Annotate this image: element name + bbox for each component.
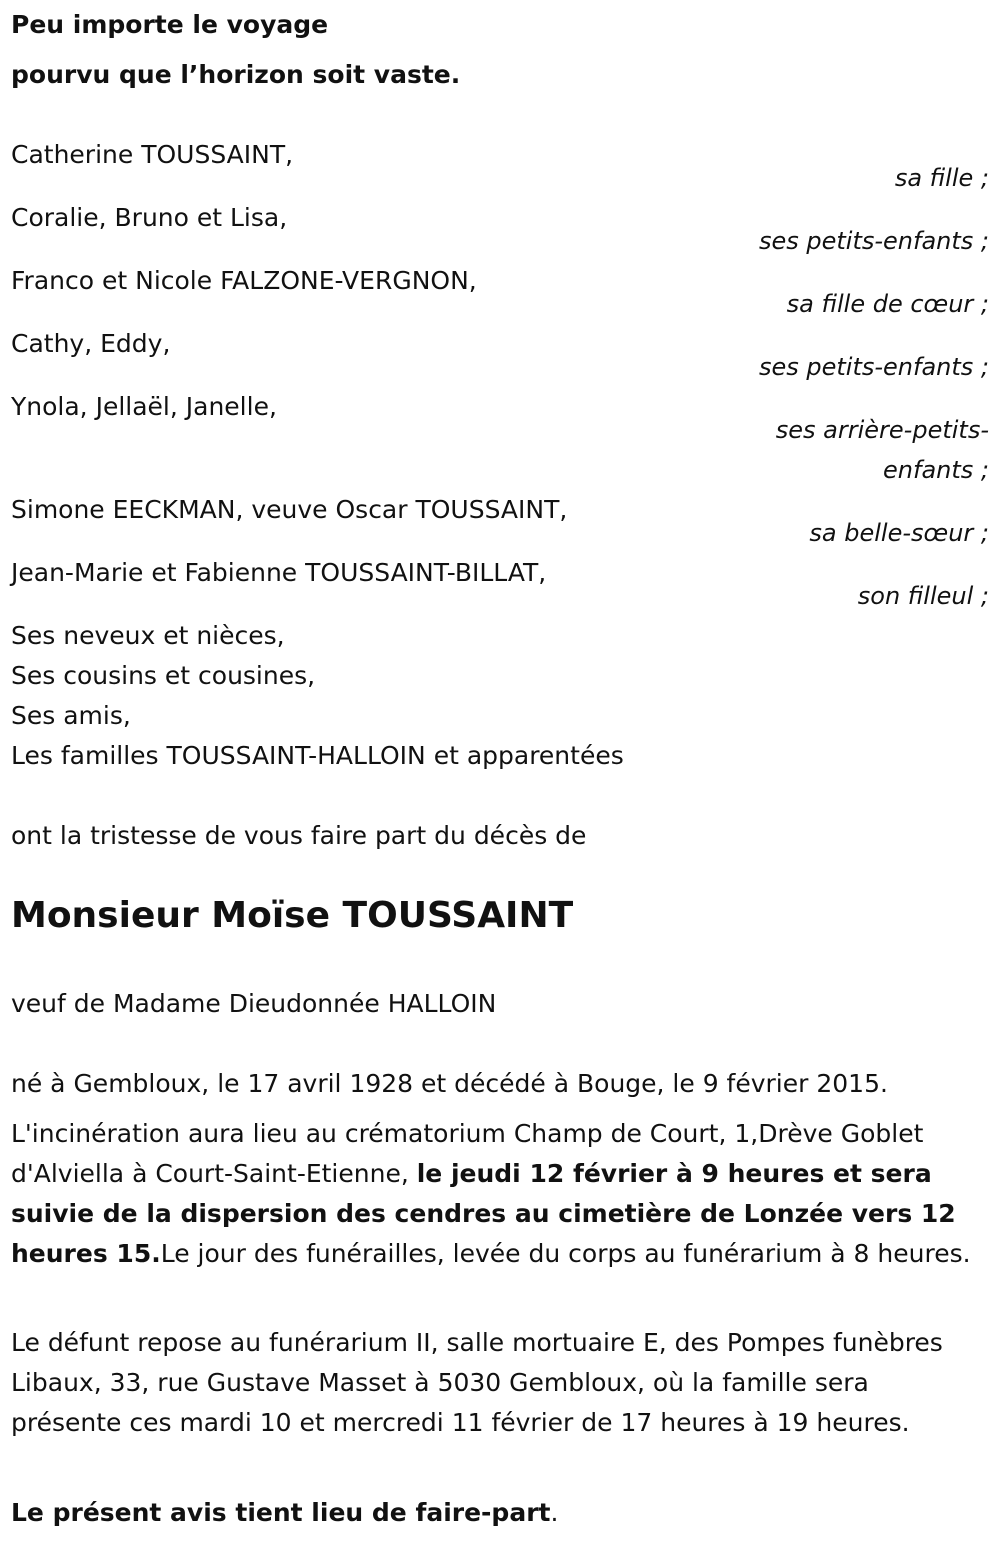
family-relation-2: ses petits-enfants ; xyxy=(758,227,989,255)
others-line-2: Ses cousins et cousines, xyxy=(11,661,316,690)
epigraph-line-1: Peu importe le voyage xyxy=(11,10,329,39)
family-relation-4: ses petits-enfants ; xyxy=(758,353,989,381)
family-name-2: Coralie, Bruno et Lisa, xyxy=(11,203,288,232)
epigraph-line-2: pourvu que l’horizon soit vaste. xyxy=(11,60,461,89)
others-line-1: Ses neveux et nièces, xyxy=(11,621,285,650)
family-relation-5b: enfants ; xyxy=(883,456,989,484)
repose-paragraph: Le défunt repose au funérarium II, salle mortuaire E, des Pompes funèbres Libaux, 33, rue Gustave Masset à 5030 Gembloux, où la famille sera présente ces mardi 10 et mercredi 11 février de 17 heures à 19 heures. xyxy=(11,1328,943,1437)
family-relation-6: sa belle-sœur ; xyxy=(809,519,989,547)
family-relation-7: son filleul ; xyxy=(857,582,989,610)
family-name-1: Catherine TOUSSAINT, xyxy=(11,140,294,169)
family-relation-5a: ses arrière-petits- xyxy=(775,416,989,444)
widower-text: veuf de Madame Dieudonnée HALLOIN xyxy=(11,989,497,1018)
deceased-name: Monsieur Moïse TOUSSAINT xyxy=(11,895,574,936)
cremation-rest: Le jour des funérailles, levée du corps au funérarium à 8 heures. xyxy=(160,1239,971,1268)
family-relation-1: sa fille ; xyxy=(894,164,989,192)
closing-end: . xyxy=(550,1498,559,1527)
family-name-5: Ynola, Jellaël, Janelle, xyxy=(11,392,277,421)
birth-death-text: né à Gembloux, le 17 avril 1928 et décédé à Bouge, le 9 février 2015. xyxy=(11,1069,888,1098)
cremation-paragraph xyxy=(11,1114,986,1274)
family-name-7: Jean-Marie et Fabienne TOUSSAINT-BILLAT, xyxy=(11,558,547,587)
cremation-date-bold: le jeudi 12 février à 9 heures et sera suivie de la dispersion des cendres au cimetière de Lonzée vers 12 heures 15. xyxy=(11,1159,956,1268)
others-line-4: Les familles TOUSSAINT-HALLOIN et apparentées xyxy=(11,741,624,770)
cremation-intro: L'incinération aura lieu au crématorium Champ de Court, 1,Drève Goblet d'Alviella à Court-Saint-Etienne, xyxy=(11,1119,924,1188)
closing-bold: Le présent avis tient lieu de faire-part xyxy=(11,1498,551,1527)
others-line-3: Ses amis, xyxy=(11,701,131,730)
family-name-6: Simone EECKMAN, veuve Oscar TOUSSAINT, xyxy=(11,495,568,524)
announcement-text: ont la tristesse de vous faire part du décès de xyxy=(11,821,587,850)
family-relation-3: sa fille de cœur ; xyxy=(786,290,989,318)
family-name-3: Franco et Nicole FALZONE-VERGNON, xyxy=(11,266,477,295)
closing-line xyxy=(11,1498,558,1527)
family-name-4: Cathy, Eddy, xyxy=(11,329,171,358)
